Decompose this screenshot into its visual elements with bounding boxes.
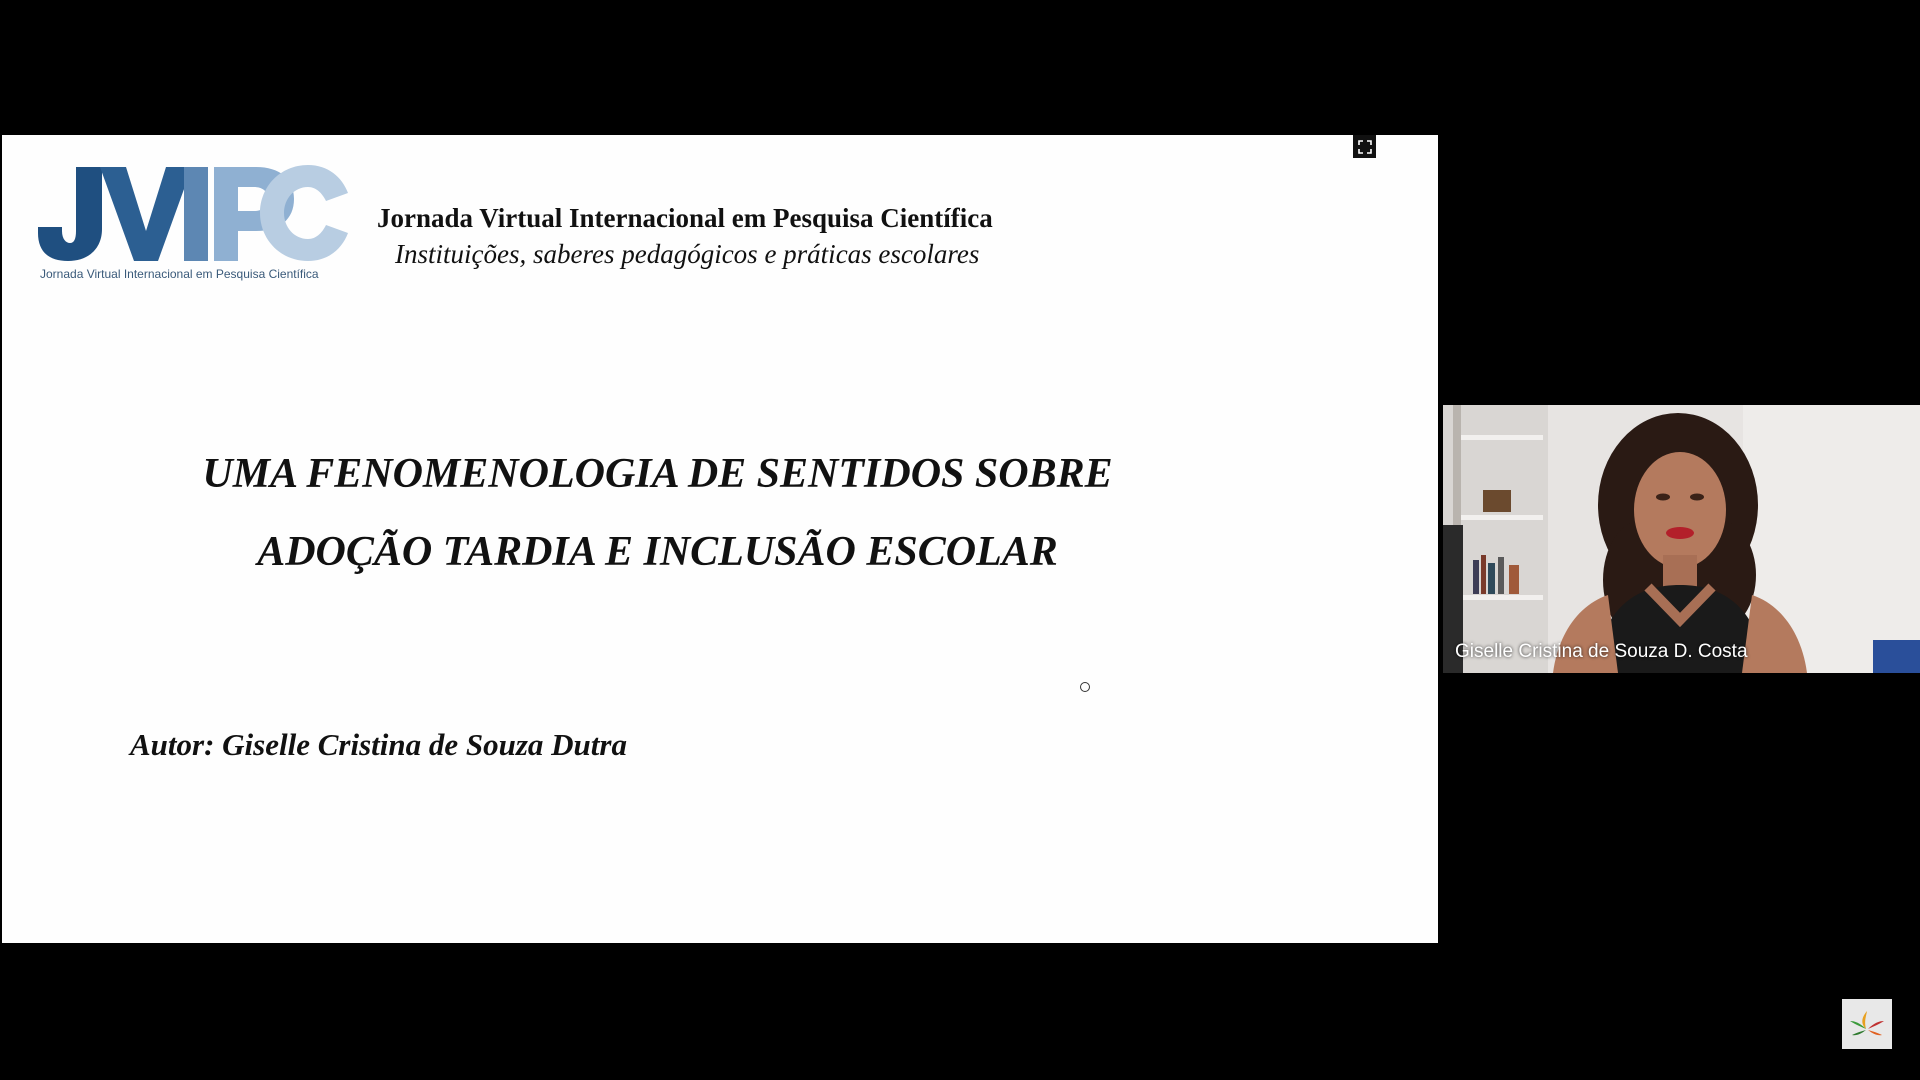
paper-title-line-1: UMA FENOMENOLOGIA DE SENTIDOS SOBRE: [202, 451, 1113, 497]
paper-title: [2, 435, 1438, 591]
event-subtitle: Instituições, saberes pedagógicos e práticas escolares: [395, 239, 980, 269]
event-title: Jornada Virtual Internacional em Pesquisa Científica: [377, 203, 993, 233]
participant-name-label: Giselle Cristina de Souza D. Costa: [1455, 641, 1748, 662]
logo-caption: Jornada Virtual Internacional em Pesquisa Científica: [40, 267, 319, 281]
mouse-pointer-icon: [1080, 682, 1090, 692]
fullscreen-icon: [1358, 140, 1372, 154]
jvipc-logo-mark: [38, 163, 348, 263]
author-line: Autor: Giselle Cristina de Souza Dutra: [130, 727, 627, 762]
participant-video-feed: [1443, 405, 1920, 673]
paper-title-line-2: ADOÇÃO TARDIA E INCLUSÃO ESCOLAR: [257, 529, 1058, 575]
shared-slide: [2, 135, 1438, 943]
jvipc-logo: [38, 163, 348, 287]
app-logo-icon: [1842, 999, 1892, 1049]
participant-video-tile[interactable]: [1443, 405, 1920, 673]
fullscreen-button[interactable]: [1353, 135, 1376, 158]
